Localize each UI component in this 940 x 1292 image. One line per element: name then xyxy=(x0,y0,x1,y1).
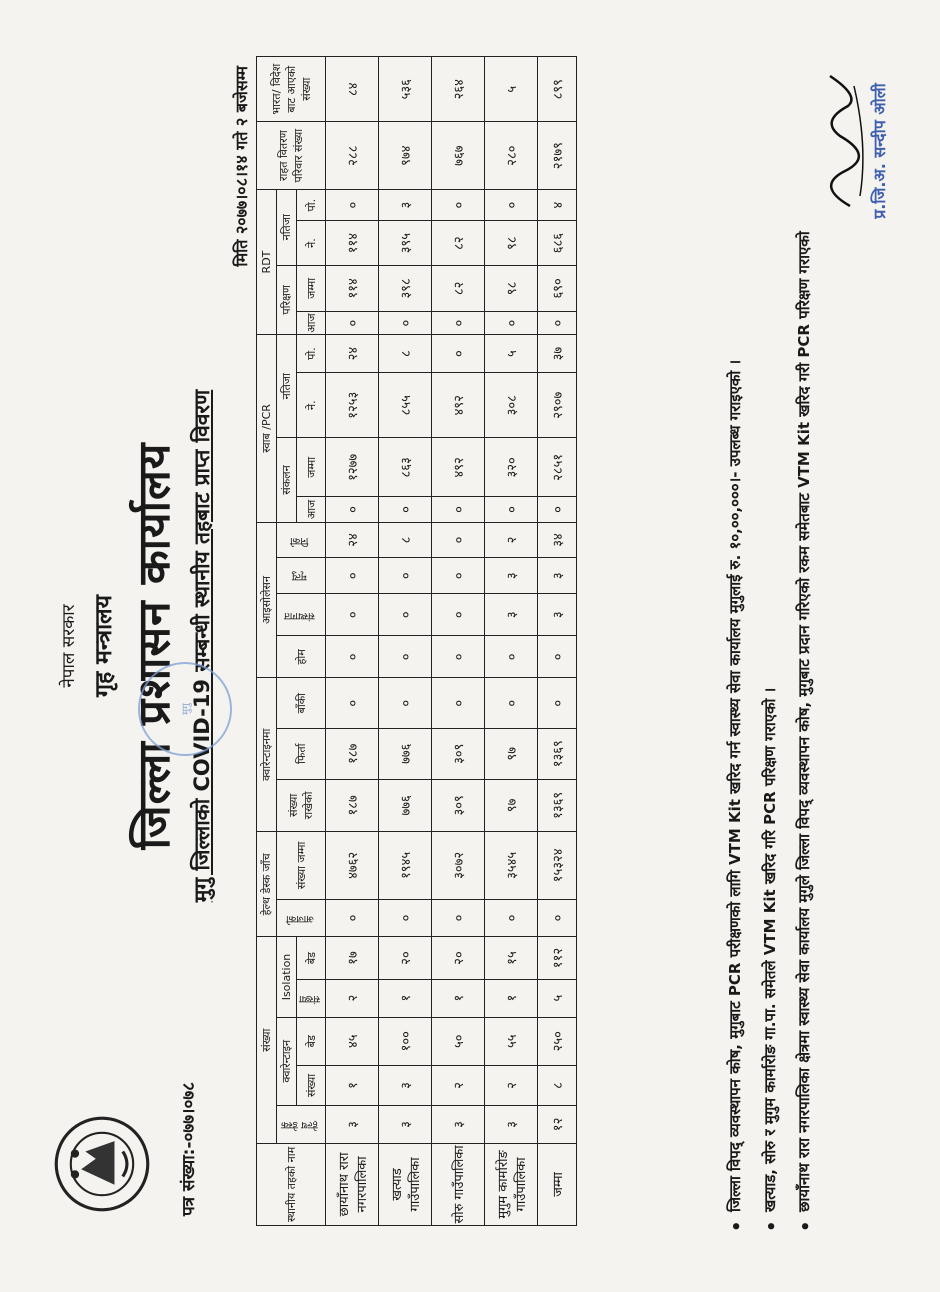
table-cell: ० xyxy=(432,497,485,522)
table-cell: ० xyxy=(432,522,485,558)
group-quarantine: क्वारेन्टाइनमा xyxy=(257,678,277,832)
seal-text: मुगु xyxy=(181,703,192,715)
table-cell: ९८ xyxy=(485,265,538,311)
table-cell: ० xyxy=(432,312,485,335)
table-cell: ३४ xyxy=(538,522,577,558)
table-cell: १७ xyxy=(326,937,379,979)
row-name: सोरु गाउँपालिका xyxy=(432,1143,485,1225)
col-iso-count: संख्या xyxy=(297,979,326,1017)
subgroup-swab-result: नतिजा xyxy=(277,335,297,438)
note-item: • छायाँनाथ रारा नगरपालिका क्षेत्रमा स्वास्थ्य सेवा कार्यालय मुगुले जिल्ला विपद् व्यवस्थापन कोष, मुगुबाट प्रदान गरिएको रकम समेतबाट VTM Kit खरिद गरी PCR परिक्षण गराएको xyxy=(793,56,816,1236)
table-cell: ० xyxy=(379,678,432,729)
table-cell: ७७६ xyxy=(379,779,432,832)
document-subject: मुगु जिल्लाको COVID-19 सम्बन्धी स्थानीय तहबाट प्राप्त विवरण xyxy=(190,389,214,903)
col-iso-bed: बेड xyxy=(297,937,326,979)
table-total-row xyxy=(538,57,577,1226)
table-cell: ० xyxy=(379,497,432,522)
table-cell: ० xyxy=(432,189,485,221)
table-cell: २१७९ xyxy=(538,122,577,189)
table-cell: ४९२ xyxy=(432,438,485,497)
table-cell: १३६९ xyxy=(538,728,577,779)
table-cell: ३ xyxy=(538,594,577,636)
table-cell: ३९५ xyxy=(379,221,432,265)
table-cell: ८ xyxy=(538,1065,577,1105)
government-name: नेपाल सरकार xyxy=(59,604,79,688)
table-cell: २४ xyxy=(326,335,379,373)
table-cell: १८७ xyxy=(326,779,379,832)
col-remaining: बाँकी xyxy=(277,678,326,729)
table-cell: २ xyxy=(485,1065,538,1105)
subgroup-rdt-test: परिक्षण xyxy=(277,265,297,334)
table-cell: ११४ xyxy=(326,265,379,311)
table-cell: ० xyxy=(432,335,485,373)
table-cell: १ xyxy=(432,979,485,1017)
table-cell: १२७७ xyxy=(326,438,379,497)
table-cell: ८ xyxy=(379,522,432,558)
table-cell: १ xyxy=(379,979,432,1017)
table-cell: ३ xyxy=(485,1105,538,1143)
table-cell: ० xyxy=(485,678,538,729)
table-cell: ३ xyxy=(485,558,538,594)
signature-scribble xyxy=(810,66,870,216)
table-cell: ० xyxy=(485,312,538,335)
table-cell: ३ xyxy=(485,594,538,636)
table-cell: ३०९ xyxy=(432,779,485,832)
table-cell: १२ xyxy=(538,1105,577,1143)
table-cell: ८४ xyxy=(326,57,379,122)
col-rdt-today: आज xyxy=(297,312,326,335)
row-name: जम्मा xyxy=(538,1143,577,1225)
table-cell: ० xyxy=(379,636,432,678)
table-cell: २९०७ xyxy=(538,373,577,438)
table-cell: ० xyxy=(538,636,577,678)
table-cell: ३५४५ xyxy=(485,832,538,899)
table-cell: १ xyxy=(485,979,538,1017)
table-cell: ३ xyxy=(538,558,577,594)
table-cell: ० xyxy=(538,899,577,937)
table-cell: ५ xyxy=(485,335,538,373)
table-cell: ३ xyxy=(379,1065,432,1105)
covid-data-table xyxy=(256,56,577,1226)
note-item: • खत्याड, सोरु र मुगुम कार्मारोङ गा.पा. समेतले VTM Kit खरिद गरि PCR परिक्षण गराएको । xyxy=(759,56,782,1236)
subgroup-quarantine: क्वारेन्टाइन xyxy=(277,1017,297,1105)
col-returned: फिर्ता xyxy=(277,728,326,779)
table-cell: ० xyxy=(379,558,432,594)
table-row xyxy=(485,57,538,1226)
group-rdt: RDT xyxy=(257,189,277,334)
table-cell: ८९९ xyxy=(538,57,577,122)
table-cell: २५० xyxy=(538,1017,577,1065)
table-cell: ० xyxy=(379,899,432,937)
table-cell: ० xyxy=(432,678,485,729)
table-row xyxy=(379,57,432,1226)
table-cell: ० xyxy=(326,678,379,729)
table-cell: ६९० xyxy=(538,265,577,311)
col-cured: निको xyxy=(277,522,326,558)
table-cell: ४७६२ xyxy=(326,832,379,899)
table-cell: ० xyxy=(538,312,577,335)
col-swab-neg: ने. xyxy=(297,373,326,438)
document-page xyxy=(30,36,910,1256)
table-cell: २६४ xyxy=(432,57,485,122)
col-check-total: संख्या जम्मा xyxy=(277,832,326,899)
table-cell: २० xyxy=(379,937,432,979)
note-item: • जिल्ला विपद् व्यवस्थापन कोष, मुगुबाट PCR परीक्षणको लागि VTM Kit खरिद गर्न स्वास्थ्य सेवा कार्यालय मुगुलाई रु. १०,००,०००।- उपलब्ध गराइएको । xyxy=(724,56,747,1236)
table-cell: २८५१ xyxy=(538,438,577,497)
col-home: होम xyxy=(277,636,326,678)
table-row xyxy=(326,57,379,1226)
report-date: मिति २०७७।०८।१४ गते २ बजेसम्म xyxy=(232,66,251,267)
table-cell: १५३२४ xyxy=(538,832,577,899)
table-cell: ११२ xyxy=(538,937,577,979)
col-health-desk: हेल्थ डेस्क xyxy=(277,1105,326,1143)
table-cell: ३ xyxy=(379,189,432,221)
office-title: जिल्ला प्रशासन कार्यालय xyxy=(129,442,180,850)
col-institutional: संस्थागत xyxy=(277,594,326,636)
table-cell: ० xyxy=(379,594,432,636)
row-name: मुगुम कार्मारोङ गाउँपालिका xyxy=(485,1143,538,1225)
table-cell: ६८६ xyxy=(538,221,577,265)
table-cell: ७६७ xyxy=(432,122,485,189)
col-local-level: स्थानीय तहको नाम xyxy=(257,1143,326,1225)
table-cell: १९४५ xyxy=(379,832,432,899)
col-q-count: संख्या xyxy=(297,1065,326,1105)
table-cell: २ xyxy=(326,979,379,1017)
col-rdt-pos: पो. xyxy=(297,189,326,221)
col-swab-today: आज xyxy=(297,497,326,522)
table-cell: १५ xyxy=(485,937,538,979)
table-cell: ० xyxy=(432,594,485,636)
table-cell: ८२ xyxy=(432,265,485,311)
table-cell: ८५५ xyxy=(379,373,432,438)
table-cell: १०० xyxy=(379,1017,432,1065)
table-cell: ५ xyxy=(485,57,538,122)
table-cell: ० xyxy=(379,312,432,335)
table-cell: ० xyxy=(485,636,538,678)
table-cell: १२५३ xyxy=(326,373,379,438)
row-name: खत्याड गाउँपालिका xyxy=(379,1143,432,1225)
subgroup-isolation: Isolation xyxy=(277,937,297,1017)
notes-list xyxy=(724,56,828,1236)
table-cell: ० xyxy=(326,189,379,221)
table-cell: ९८ xyxy=(485,221,538,265)
table-cell: १८७ xyxy=(326,728,379,779)
group-health-desk-check: हेल्थ डेस्क जाँच xyxy=(257,832,277,937)
table-cell: ५० xyxy=(432,1017,485,1065)
table-cell: २ xyxy=(432,1065,485,1105)
col-relief-families: राहत वितरण परिवार संख्या xyxy=(257,122,326,189)
table-cell: ५ xyxy=(538,979,577,1017)
table-cell: ११४ xyxy=(326,221,379,265)
rotated-document xyxy=(30,36,910,1256)
table-cell: ० xyxy=(326,899,379,937)
table-cell: २८० xyxy=(485,122,538,189)
table-cell: ४९२ xyxy=(432,373,485,438)
table-row xyxy=(432,57,485,1226)
letter-number: पत्र संख्या:-०७७।०७८ xyxy=(179,1082,199,1216)
table-cell: ३ xyxy=(326,1105,379,1143)
table-cell: ३७ xyxy=(538,335,577,373)
table-cell: १३६९ xyxy=(538,779,577,832)
ministry-name: गृह मन्त्रालय xyxy=(91,595,117,697)
table-cell: १ xyxy=(326,1065,379,1105)
subgroup-rdt-result: नतिजा xyxy=(277,189,297,265)
col-swab-pos: पो. xyxy=(297,335,326,373)
table-cell: ३०७२ xyxy=(432,832,485,899)
col-today: आजको xyxy=(277,899,326,937)
office-seal-stamp xyxy=(138,662,232,756)
table-cell: ३२० xyxy=(485,438,538,497)
table-cell: ७७६ xyxy=(379,728,432,779)
table-cell: २८८ xyxy=(326,122,379,189)
table-cell: ३ xyxy=(379,1105,432,1143)
col-swab-total: जम्मा xyxy=(297,438,326,497)
table-cell: २ xyxy=(485,522,538,558)
table-cell: २० xyxy=(432,937,485,979)
group-swab-pcr: स्वाब /PCR xyxy=(257,335,277,522)
table-cell: ० xyxy=(326,312,379,335)
table-cell: ४५ xyxy=(326,1017,379,1065)
table-cell: ० xyxy=(432,558,485,594)
table-cell: ८६३ xyxy=(379,438,432,497)
table-cell: ५५ xyxy=(485,1017,538,1065)
subgroup-swab-collect: संकलन xyxy=(277,438,297,522)
table-cell: ० xyxy=(326,636,379,678)
col-rdt-total: जम्मा xyxy=(297,265,326,311)
table-cell: ३०८ xyxy=(485,373,538,438)
table-cell: ८ xyxy=(379,335,432,373)
col-returnees: भारत/ विदेश बाट आएको संख्या xyxy=(257,57,326,122)
table-cell: २४ xyxy=(326,522,379,558)
table-cell: ० xyxy=(326,497,379,522)
table-cell: ० xyxy=(485,189,538,221)
table-cell: ९७४ xyxy=(379,122,432,189)
table-cell: ४ xyxy=(538,189,577,221)
table-cell: ८२ xyxy=(432,221,485,265)
table-cell: ० xyxy=(485,497,538,522)
table-cell: ९७ xyxy=(485,728,538,779)
col-rdt-neg: ने. xyxy=(297,221,326,265)
table-cell: ० xyxy=(432,899,485,937)
col-kept: संख्या राखेको xyxy=(277,779,326,832)
table-cell: ० xyxy=(538,497,577,522)
table-cell: ३९८ xyxy=(379,265,432,311)
table-cell: ९७ xyxy=(485,779,538,832)
table-cell: ५३६ xyxy=(379,57,432,122)
col-q-bed: बेड xyxy=(297,1017,326,1065)
table-cell: ० xyxy=(432,636,485,678)
table-cell: ० xyxy=(538,678,577,729)
row-name: छायाँनाथ रारा नगरपालिका xyxy=(326,1143,379,1225)
table-body xyxy=(326,57,577,1226)
table-cell: ० xyxy=(326,594,379,636)
col-death: मृत्यु xyxy=(277,558,326,594)
group-isolation: आइसोलेसन xyxy=(257,522,277,678)
group-count: संख्या xyxy=(257,937,277,1143)
table-cell: ३०९ xyxy=(432,728,485,779)
signer-name: प्र.जि.अ. सन्दीप ओली xyxy=(870,83,889,219)
table-cell: ० xyxy=(485,899,538,937)
table-cell: ३ xyxy=(432,1105,485,1143)
table-cell: ० xyxy=(326,558,379,594)
